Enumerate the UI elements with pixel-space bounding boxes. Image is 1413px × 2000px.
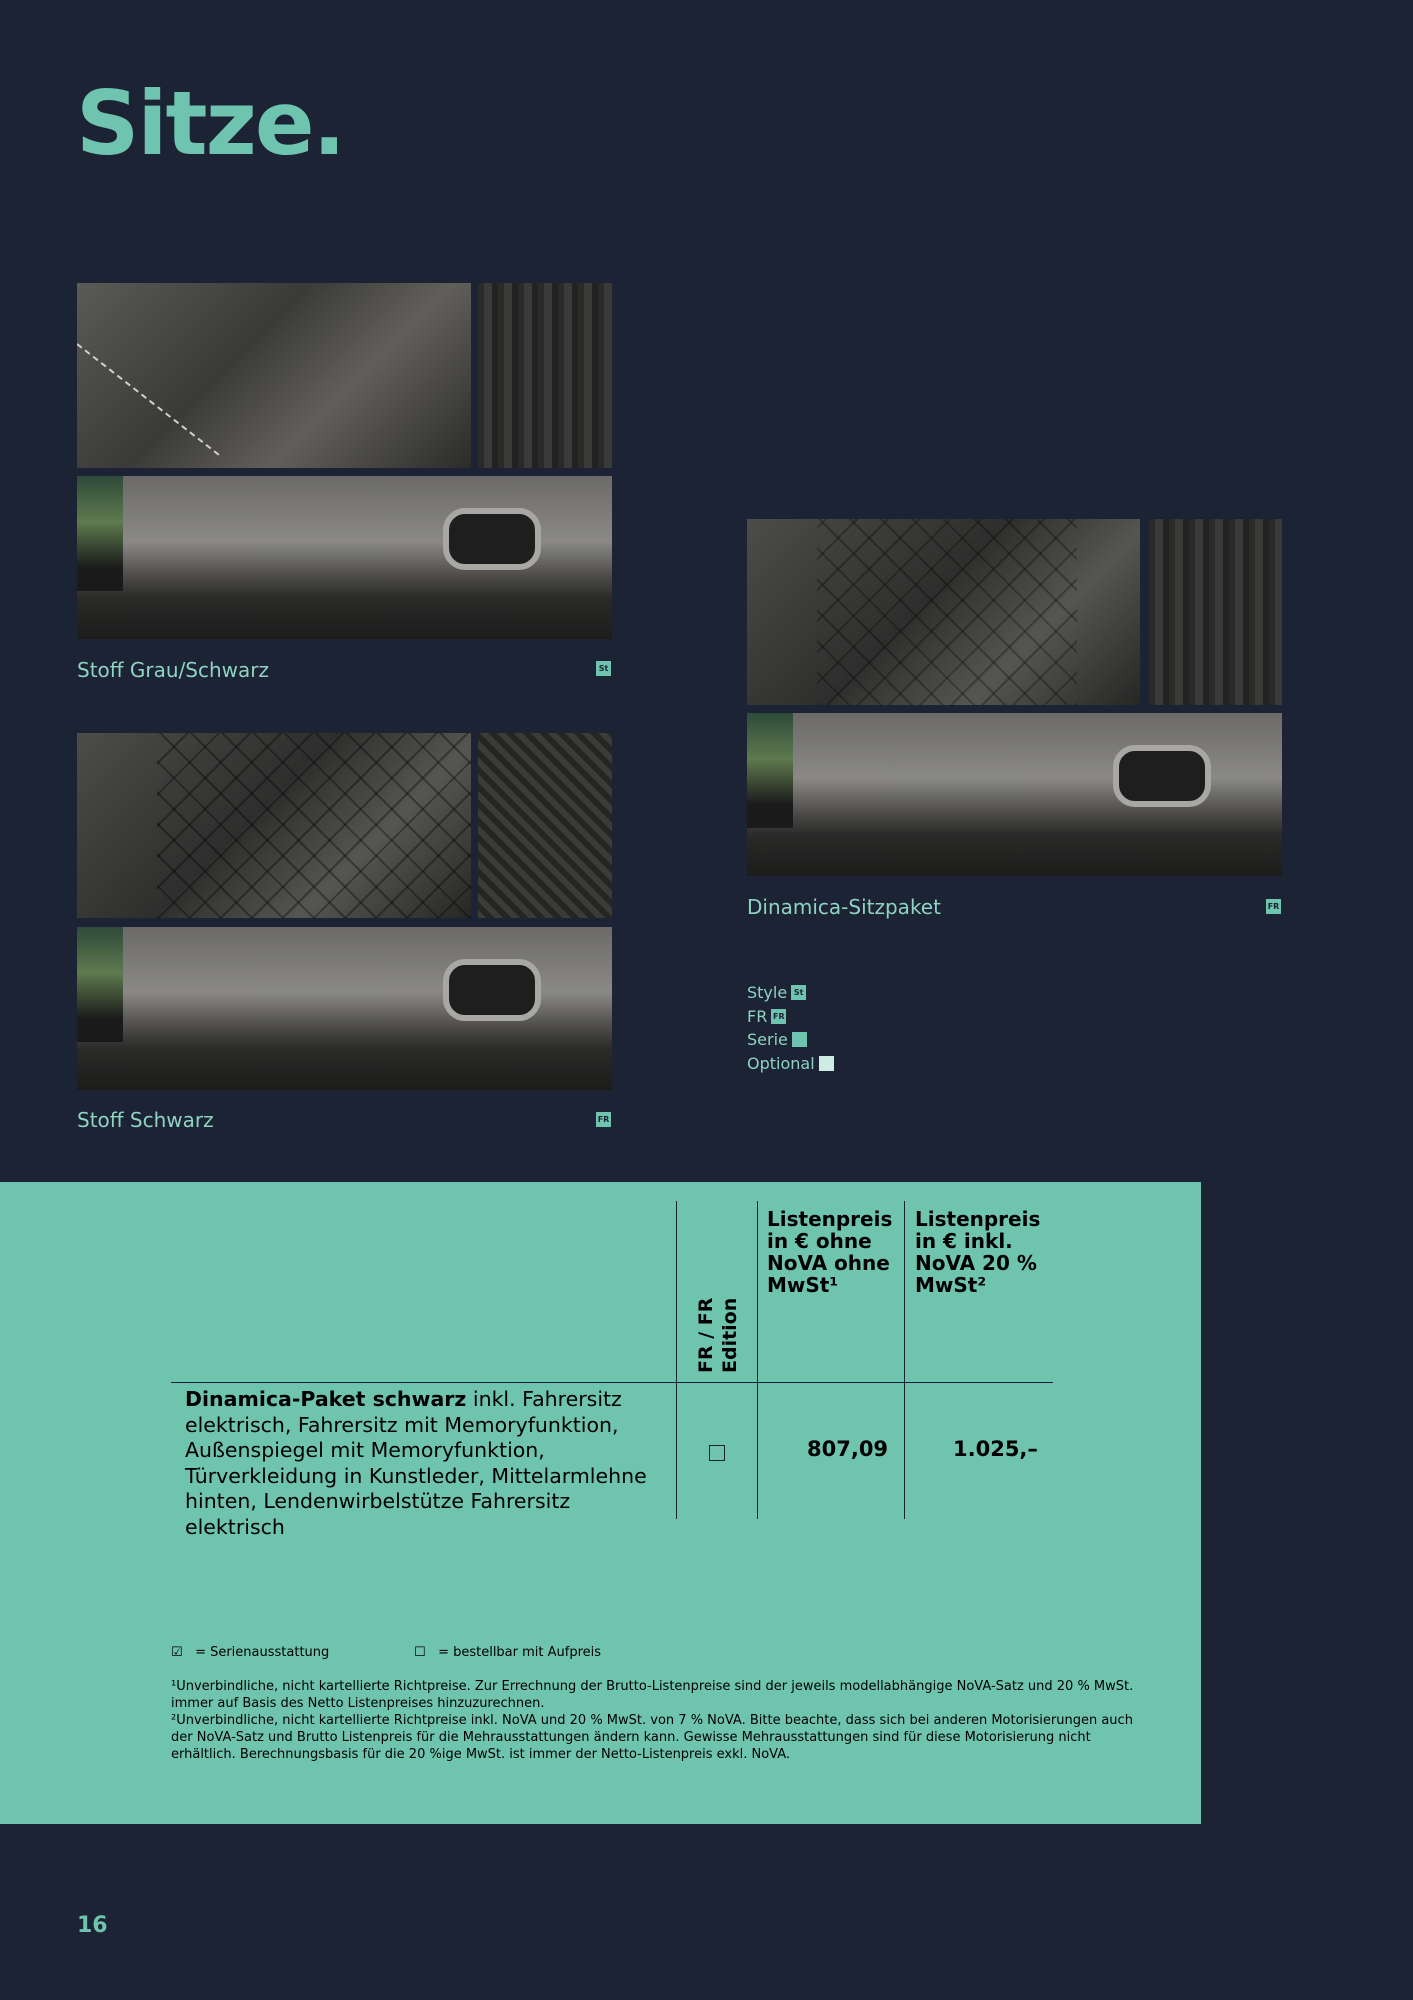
header-line: NoVA ohne — [767, 1251, 890, 1275]
table-divider — [676, 1201, 677, 1519]
air-vent — [443, 508, 541, 570]
fabric-strip-image — [478, 283, 612, 468]
legend-item-serie — [747, 1028, 834, 1052]
fr-badge-icon: FR — [596, 1112, 611, 1127]
option-legend — [414, 1645, 601, 1660]
air-vent — [1113, 745, 1211, 807]
header-line: MwSt² — [915, 1273, 987, 1297]
header-line: NoVA 20 % — [915, 1251, 1037, 1275]
header-line: MwSt¹ — [767, 1273, 839, 1297]
optional-checkbox-icon — [709, 1445, 725, 1461]
seat-stitching — [77, 343, 219, 455]
legend-item-fr — [747, 1005, 834, 1029]
swatch-caption: Dinamica-Sitzpaket — [747, 895, 941, 919]
style-badge-icon: St — [791, 985, 806, 1000]
fr-badge-icon: FR — [1266, 899, 1281, 914]
legend-item-optional — [747, 1052, 834, 1076]
diamond-pattern — [157, 733, 471, 918]
seat-fabric-image-grau-schwarz — [77, 283, 471, 468]
header-line: Listenpreis — [915, 1207, 1041, 1231]
infotainment-screen — [77, 927, 123, 1042]
swatch-caption: Stoff Schwarz — [77, 1108, 214, 1132]
infotainment-screen — [747, 713, 793, 828]
table-divider — [904, 1201, 905, 1519]
empty-box-icon: ☐ — [414, 1645, 426, 1660]
style-badge-icon: St — [596, 661, 611, 676]
price-net-cell: 807,09 — [807, 1437, 889, 1461]
legend-label: Optional — [747, 1053, 815, 1073]
column-header-edition-text: FR / FR Edition — [695, 1297, 741, 1373]
legend-item-style — [747, 981, 834, 1005]
optional-square-icon — [819, 1056, 834, 1071]
column-header-price-gross — [915, 1208, 1040, 1296]
legend-label: FR — [747, 1006, 768, 1026]
seat-fabric-image-dinamica — [747, 519, 1140, 705]
fabric-strip-image — [478, 733, 612, 918]
dashboard-image — [77, 476, 612, 639]
table-header-rule — [171, 1382, 1053, 1383]
fr-badge-icon: FR — [771, 1009, 786, 1024]
infotainment-screen — [77, 476, 123, 591]
checked-box-icon: ☑ — [171, 1645, 183, 1660]
fabric-strip-image — [1149, 519, 1282, 705]
header-line: Listenpreis — [767, 1207, 893, 1231]
serie-legend — [171, 1645, 329, 1660]
header-line: in € ohne — [767, 1229, 872, 1253]
package-description — [185, 1387, 665, 1540]
package-details: inkl. Fahrersitz elektrisch, Fahrersitz mit Memoryfunktion, Außenspiegel mit Memoryfunktion, Türverkleidung in Kunstleder, Mittelarmlehne hinten, Lendenwirbelstütze Fahrersitz elektrisch — [185, 1387, 647, 1539]
page-title: Sitze. — [76, 72, 344, 175]
footnotes — [171, 1678, 1151, 1763]
diamond-pattern — [817, 519, 1077, 705]
price-gross-cell: 1.025,– — [953, 1437, 1038, 1461]
serie-square-icon — [792, 1032, 807, 1047]
package-name: Dinamica-Paket schwarz — [185, 1387, 467, 1411]
option-legend-label: = bestellbar mit Aufpreis — [438, 1645, 602, 1660]
footnote-1: ¹Unverbindliche, nicht kartellierte Richtpreise. Zur Errechnung der Brutto-Listenpreise sind der jeweils modellabhängige NoVA-Satz und 20 % MwSt. immer auf Basis des Netto Listenpreises hinzuzurechnen. — [171, 1679, 1134, 1711]
air-vent — [443, 959, 541, 1021]
serie-legend-label: = Serienausstattung — [195, 1645, 330, 1660]
column-header-price-net — [767, 1208, 892, 1296]
dashboard-image — [77, 927, 612, 1090]
trim-legend — [747, 981, 834, 1075]
legend-label: Serie — [747, 1030, 788, 1049]
swatch-caption: Stoff Grau/Schwarz — [77, 658, 270, 682]
page-number: 16 — [77, 1913, 108, 1938]
legend-label: Style — [747, 983, 788, 1002]
dashboard-image — [747, 713, 1282, 876]
table-divider — [757, 1201, 758, 1519]
seat-fabric-image-schwarz — [77, 733, 471, 918]
column-header-edition — [692, 1198, 742, 1373]
header-line: in € inkl. — [915, 1229, 1013, 1253]
footnote-2: ²Unverbindliche, nicht kartellierte Richtpreise inkl. NoVA und 20 % MwSt. von 7 % NoVA. Bitte beachte, dass sich bei anderen Motorisierungen auch der NoVA-Satz und Brutto Listenpreis für die Mehrausstattungen ändern kann. Gewisse Mehrausstattungen sind für diese Motorisierung nicht erhältlich. Berechnungsbasis für die 20 %ige MwSt. ist immer der Netto-Listenpreis exkl. NoVA. — [171, 1713, 1133, 1762]
